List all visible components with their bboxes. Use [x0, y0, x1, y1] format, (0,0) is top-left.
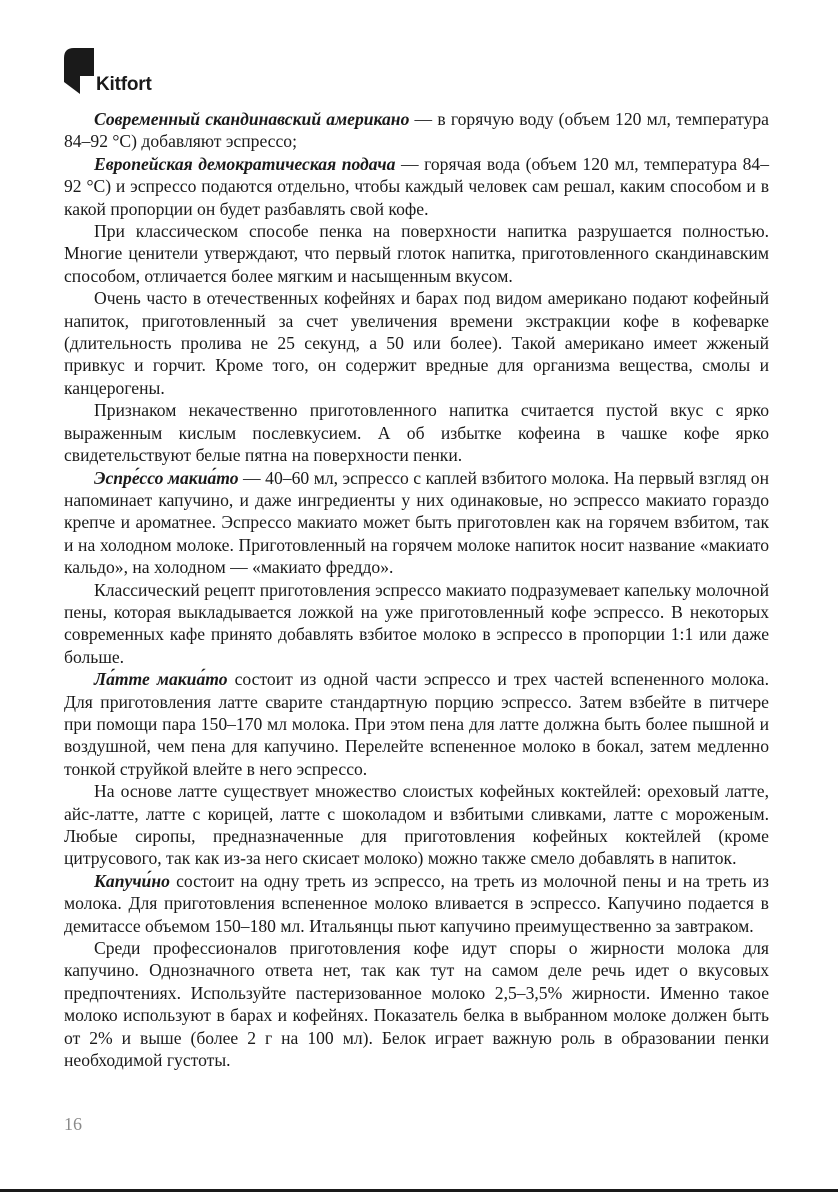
paragraph — [64, 780, 769, 870]
paragraph — [64, 220, 769, 287]
brand-name: Kitfort — [96, 74, 152, 95]
paragraph — [64, 668, 769, 780]
brand-logo — [64, 48, 184, 96]
term-heading: Европейская демократическая подача — [94, 153, 396, 174]
term-heading: Эспре́ссо макиа́то — [94, 467, 239, 488]
paragraph — [64, 153, 769, 220]
paragraph-text: Классический рецепт приготовления эспрессо макиато подразумевает капельку молочной пены, которая выкладывается ложкой на уже приготовленный кофе эспрессо. В некоторых современных кафе принято добавлять взбитое молоко в эспрессо в пропорции 1:1 или даже больше. — [64, 579, 769, 667]
page-number: 16 — [64, 1114, 82, 1134]
article-body — [64, 108, 769, 1071]
paragraph-text: На основе латте существует множество слоистых кофейных коктейлей: ореховый латте, айс-латте, латте с корицей, латте с шоколадом и взбитыми сливками, латте с мороженым. Любые сиропы, предназначенные для приготовления кофейных коктейлей (кроме цитрусового, так как из-за него скисает молоко) можно также смело добавлять в напиток. — [64, 781, 769, 869]
paragraph — [64, 870, 769, 937]
kitfort-logo-icon — [64, 48, 94, 94]
paragraph-text: состоит из одной части эспрессо и трех частей вспененного молока. Для приготовления латте сварите стандартную порцию эспрессо. Затем взбейте в питчере при помощи пара 150–170 мл молока. При этом пена для латте должна быть более пышной и воздушной, чем пена для капучино. Перелейте вспененное молоко в бокал, затем медленно тонкой струйкой влейте в него эспрессо. — [64, 669, 770, 779]
paragraph-text: — в горячую воду (объем 120 мл, температура 84–92 °С) добавляют эспрессо; — [64, 109, 769, 152]
paragraph — [64, 108, 769, 153]
paragraph — [64, 467, 769, 579]
paragraph-text: Среди профессионалов приготовления кофе идут споры о жирности молока для капучино. Однозначного ответа нет, так как тут на самом деле речь идет о вкусовых предпочтениях. Используйте пастеризованное молоко 2,5–3,5% жирности. Именно такое молоко используют в барах и кофейнях. Показатель белка в выбранном молоке должен быть от 2% и выше (более 2 г на 100 мл). Белок играет важную роль в образовании пенки необходимой густоты. — [64, 938, 769, 1071]
paragraph-text: — горячая вода (объем 120 мл, температура 84–92 °С) и эспрессо подаются отдельно, чтобы каждый человек сам решал, каким способом и в какой пропорции он будет разбавлять свой кофе. — [64, 153, 770, 219]
paragraph — [64, 937, 769, 1071]
paragraph-text: Признаком некачественно приготовленного напитка считается пустой вкус с ярко выраженным кислым послевкусием. А об избытке кофеина в чашке кофе ярко свидетельствуют белые пятна на поверхности пенки. — [64, 400, 769, 466]
paragraph-text: состоит на одну треть из эспрессо, на треть из молочной пены и на треть из молока. Для приготовления вспененное молоко вливается в эспрессо. Капучино подается в демитассе объемом 150–180 мл. Итальянцы пьют капучино преимущественно за завтраком. — [64, 870, 769, 936]
paragraph-text: — 40–60 мл, эспрессо с каплей взбитого молока. На первый взгляд он напоминает капучино, и даже ингредиенты у них одинаковые, но эспрессо макиато гораздо крепче и ароматнее. Эспрессо макиато может быть приготовлен как на горячем взбитом, так и на холодном молоке. Приготовленный на горячем молоке напиток носит название «макиато кальдо», на холодном — «макиато фреддо». — [64, 467, 769, 578]
paragraph-text: При классическом способе пенка на поверхности напитка разрушается полностью. Многие ценители утверждают, что первый глоток напитка, приготовленного скандинавским способом, отличается более мягким и насыщенным вкусом. — [64, 221, 769, 286]
term-heading: Современный скандинавский американо — [94, 109, 410, 129]
paragraph-text: Очень часто в отечественных кофейнях и барах под видом американо подают кофейный напиток, приготовленный за счет увеличения времени экстракции кофе в кофеварке (длительность пролива не 25 секунд, а 50 или более). Такой американо имеет жженый привкус и горчит. Кроме того, он содержит вредные для организма вещества, смолы и канцерогены. — [64, 288, 769, 398]
paragraph — [64, 399, 769, 466]
paragraph — [64, 287, 769, 399]
bottom-border — [0, 1189, 838, 1192]
term-heading: Ла́тте макиа́то — [94, 669, 228, 690]
term-heading: Капучи́но — [94, 870, 170, 891]
paragraph — [64, 579, 769, 669]
